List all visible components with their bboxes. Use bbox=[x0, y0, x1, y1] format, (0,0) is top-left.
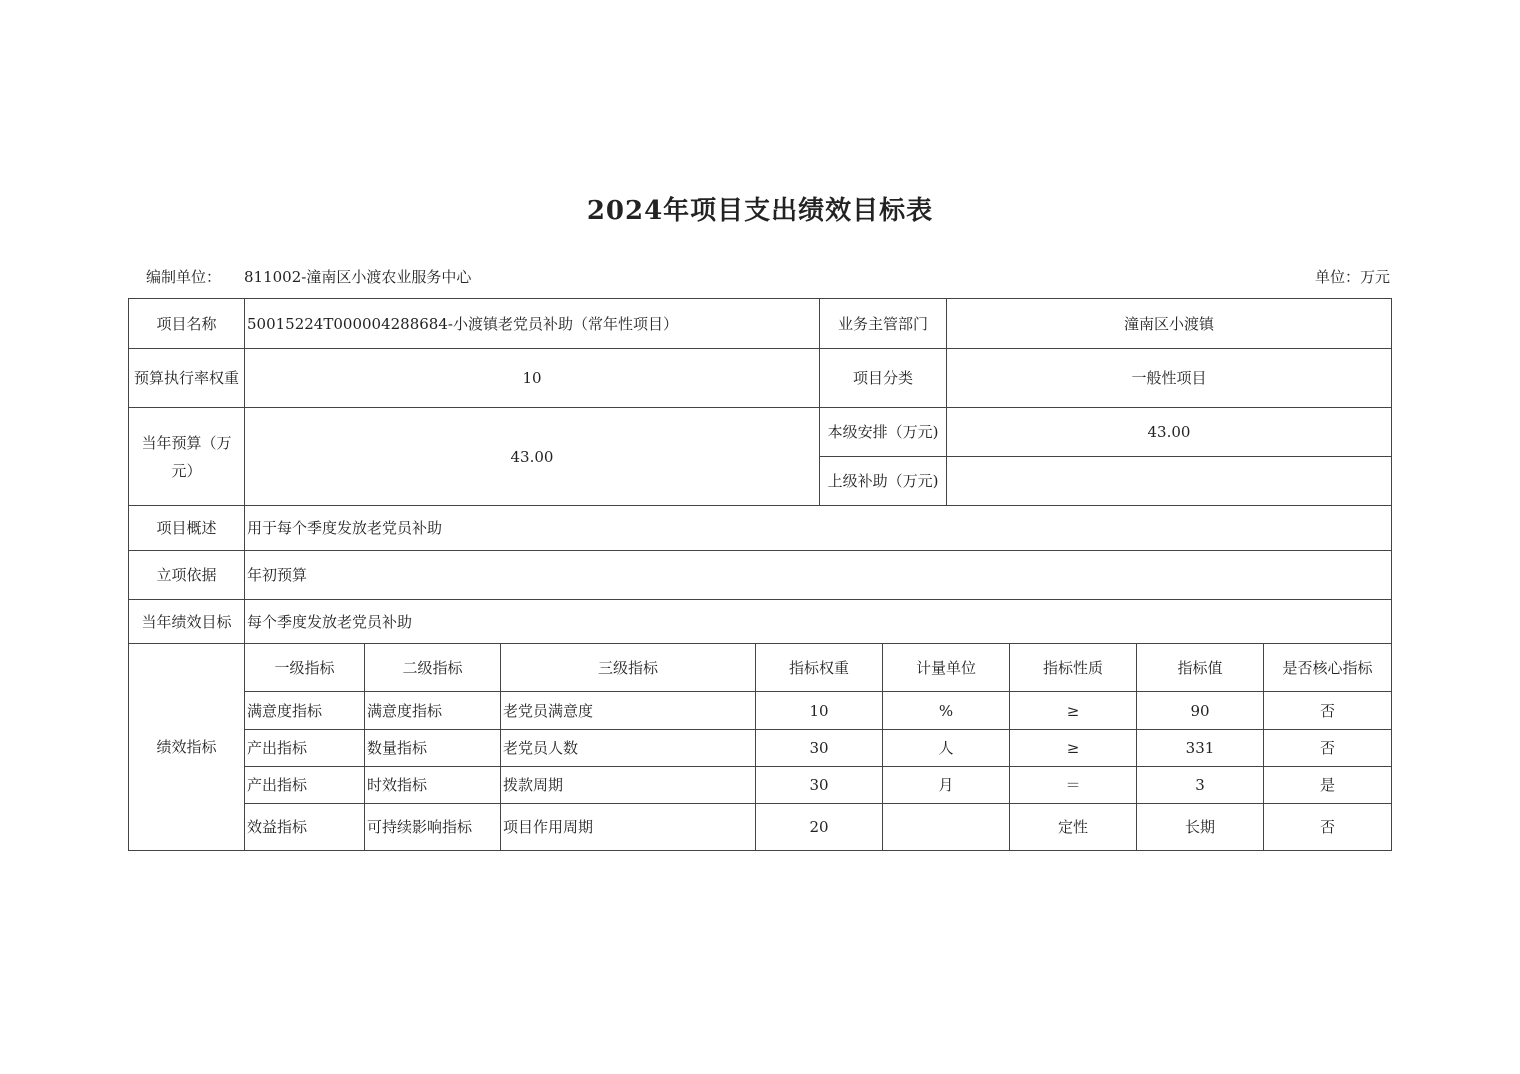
table-cell: 定性 bbox=[1009, 803, 1136, 851]
page-title: 2024年项目支出绩效目标表 bbox=[586, 196, 934, 226]
table-cell: 90 bbox=[1136, 691, 1263, 729]
table-cell: 长期 bbox=[1136, 803, 1263, 851]
table-cell: 是 bbox=[1263, 766, 1392, 803]
table-cell: ＝ bbox=[1009, 766, 1136, 803]
table-cell: 3 bbox=[1136, 766, 1263, 803]
basis-label: 立项依据 bbox=[128, 550, 244, 599]
upper-value bbox=[946, 456, 1392, 505]
table-cell: 产出指标 bbox=[244, 729, 364, 766]
table-cell: 否 bbox=[1263, 803, 1392, 851]
table-cell: ≥ bbox=[1009, 729, 1136, 766]
unit-label: 单位：万元 bbox=[1314, 268, 1390, 286]
dept-label: 业务主管部门 bbox=[819, 298, 946, 348]
dept-value: 潼南区小渡镇 bbox=[946, 298, 1392, 348]
local-label: 本级安排（万元) bbox=[819, 407, 946, 456]
table-cell: 拨款周期 bbox=[500, 766, 755, 803]
basis-value: 年初预算 bbox=[244, 550, 1392, 599]
col-header: 指标权重 bbox=[755, 643, 882, 691]
indicators-label: 绩效指标 bbox=[128, 643, 244, 851]
col-header: 二级指标 bbox=[364, 643, 500, 691]
table-cell: 项目作用周期 bbox=[500, 803, 755, 851]
table-cell: 可持续影响指标 bbox=[364, 803, 500, 851]
table-cell: 20 bbox=[755, 803, 882, 851]
table-cell: 老党员满意度 bbox=[500, 691, 755, 729]
table-cell bbox=[882, 803, 1009, 851]
col-header: 指标性质 bbox=[1009, 643, 1136, 691]
table-cell: 人 bbox=[882, 729, 1009, 766]
table-cell: 老党员人数 bbox=[500, 729, 755, 766]
table-cell: 数量指标 bbox=[364, 729, 500, 766]
project-name-label: 项目名称 bbox=[128, 298, 244, 348]
table-cell: 否 bbox=[1263, 691, 1392, 729]
col-header: 三级指标 bbox=[500, 643, 755, 691]
weight-value: 10 bbox=[244, 348, 819, 407]
overview-label: 项目概述 bbox=[128, 505, 244, 550]
table-cell: ≥ bbox=[1009, 691, 1136, 729]
org-label: 编制单位： bbox=[146, 268, 222, 286]
col-header: 一级指标 bbox=[244, 643, 364, 691]
local-value: 43.00 bbox=[946, 407, 1392, 456]
table-cell: 时效指标 bbox=[364, 766, 500, 803]
performance-table bbox=[128, 298, 1392, 851]
table-cell: 30 bbox=[755, 729, 882, 766]
col-header: 计量单位 bbox=[882, 643, 1009, 691]
goal-value: 每个季度发放老党员补助 bbox=[244, 599, 1392, 643]
table-cell: 满意度指标 bbox=[364, 691, 500, 729]
overview-value: 用于每个季度发放老党员补助 bbox=[244, 505, 1392, 550]
table-cell: 30 bbox=[755, 766, 882, 803]
table-cell: 效益指标 bbox=[244, 803, 364, 851]
goal-label: 当年绩效目标 bbox=[128, 599, 244, 643]
table-cell: 月 bbox=[882, 766, 1009, 803]
table-cell: 满意度指标 bbox=[244, 691, 364, 729]
category-label: 项目分类 bbox=[819, 348, 946, 407]
table-cell: 产出指标 bbox=[244, 766, 364, 803]
table-cell: 否 bbox=[1263, 729, 1392, 766]
table-cell: 10 bbox=[755, 691, 882, 729]
table-cell: % bbox=[882, 691, 1009, 729]
org-value: 811002-潼南区小渡农业服务中心 bbox=[244, 268, 472, 286]
col-header: 指标值 bbox=[1136, 643, 1263, 691]
upper-label: 上级补助（万元) bbox=[819, 456, 946, 505]
category-value: 一般性项目 bbox=[946, 348, 1392, 407]
budget-value: 43.00 bbox=[244, 407, 819, 505]
col-header: 是否核心指标 bbox=[1263, 643, 1392, 691]
budget-label: 当年预算（万元） bbox=[128, 407, 244, 505]
project-name-value: 50015224T000004288684-小渡镇老党员补助（常年性项目） bbox=[244, 298, 819, 348]
table-cell: 331 bbox=[1136, 729, 1263, 766]
weight-label: 预算执行率权重 bbox=[128, 348, 244, 407]
